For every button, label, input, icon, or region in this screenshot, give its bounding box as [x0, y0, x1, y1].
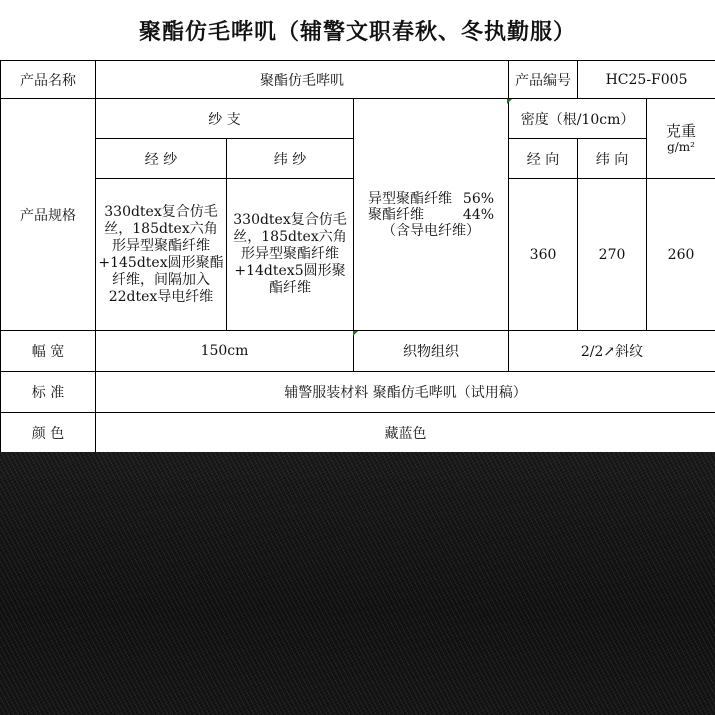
name-value: 聚酯仿毛哔叽 — [96, 61, 509, 99]
yarn-count-label: 纱 支 — [96, 99, 354, 139]
row-product-name — [1, 61, 715, 99]
gsm-header — [647, 99, 715, 179]
warp-yarn-label: 经 纱 — [96, 139, 227, 179]
row-width — [1, 331, 715, 372]
fiber-note: （含导电纤维） — [382, 222, 481, 239]
fabric-swatch-image — [0, 452, 715, 715]
standard-value: 辅警服装材料 聚酯仿毛哔叽（试用稿） — [96, 372, 715, 413]
name-label: 产品名称 — [1, 61, 96, 99]
row-spec-header — [1, 99, 715, 139]
weft-dir-label: 纬 向 — [578, 139, 647, 179]
fiber-1-name: 异型聚酯纤维 — [368, 190, 452, 207]
weave-value: 2/2↗斜纹 — [509, 331, 715, 372]
standard-label: 标 准 — [1, 372, 96, 413]
weft-yarn-label: 纬 纱 — [227, 139, 354, 179]
color-label: 颜 色 — [1, 413, 96, 453]
fiber-2-pct: 44% — [462, 206, 495, 223]
fiber-2-name: 聚酯纤维 — [368, 206, 424, 223]
weft-yarn-value: 330dtex复合仿毛丝，185dtex六角形异型聚酯纤维+14dtex5圆形聚酯纤维 — [227, 179, 354, 331]
gsm-value: 260 — [647, 179, 715, 331]
warp-dir-label: 经 向 — [509, 139, 578, 179]
warp-density-value: 360 — [509, 179, 578, 331]
fiber-content-cell — [354, 99, 509, 331]
color-value: 藏蓝色 — [96, 413, 715, 453]
gsm-unit: g/m² — [667, 140, 695, 154]
gsm-label: 克重 — [666, 122, 697, 140]
cell-corner-mark — [353, 331, 358, 336]
row-standard — [1, 372, 715, 413]
warp-yarn-value: 330dtex复合仿毛丝，185dtex六角形异型聚酯纤维+145dtex圆形聚酯纤维，间隔加入22dtex导电纤维 — [96, 179, 227, 331]
spec-label: 产品规格 — [1, 99, 96, 331]
row-color — [1, 413, 715, 453]
width-label: 幅 宽 — [1, 331, 96, 372]
density-label: 密度（根/10cm） — [509, 99, 647, 139]
weave-label: 织物组织 — [354, 331, 509, 372]
code-label: 产品编号 — [509, 61, 578, 99]
cell-corner-mark — [507, 99, 512, 104]
spec-table — [0, 60, 715, 453]
code-value: HC25-F005 — [578, 61, 715, 99]
width-value: 150cm — [96, 331, 354, 372]
page-title: 聚酯仿毛哔叽（辅警文职春秋、冬执勤服） — [138, 18, 576, 45]
fiber-1-pct: 56% — [462, 190, 495, 207]
weft-density-value: 270 — [578, 179, 647, 331]
